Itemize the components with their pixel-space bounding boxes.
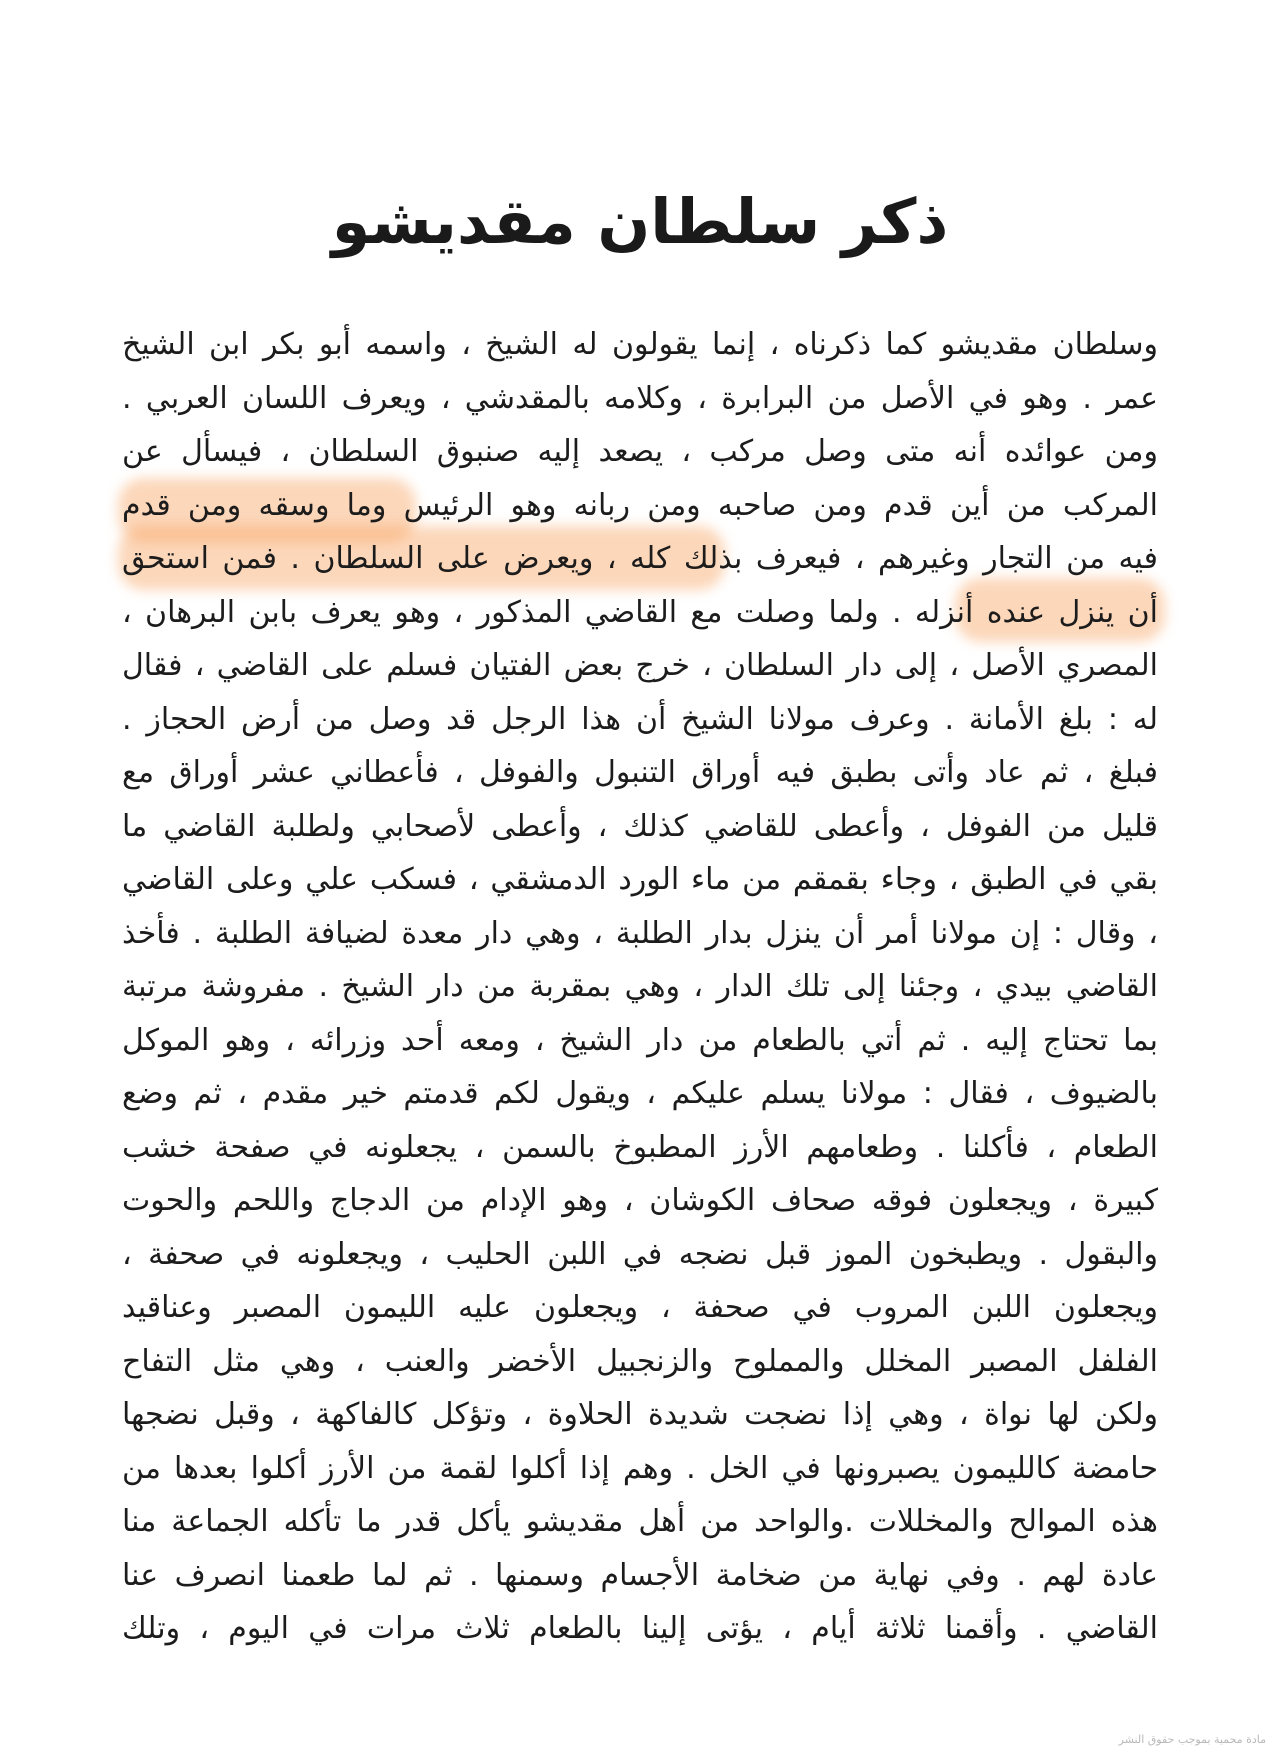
text-line: المصري الأصل ، إلى دار السلطان ، خرج بعض الفتيان فسلم على القاضي ، فقال (122, 648, 1158, 683)
text-line: القاضي بيدي ، وجئنا إلى تلك الدار ، وهي بمقربة من دار الشيخ . مفروشة مرتبة (122, 969, 1158, 1004)
text-line: ويجعلون اللبن المروب في صحفة ، ويجعلون عليه الليمون المصبر وعناقيد (122, 1290, 1158, 1325)
text-line: بقي في الطبق ، وجاء بقمقم من ماء الورد الدمشقي ، فسكب علي وعلى القاضي (122, 862, 1158, 897)
text-line: فبلغ ، ثم عاد وأتى بطبق فيه أوراق التنبول والفوفل ، فأعطاني عشر أوراق مع (122, 755, 1158, 790)
body-paragraph (122, 318, 1158, 1656)
text-line: له : بلغ الأمانة . وعرف مولانا الشيخ أن هذا الرجل قد وصل من أرض الحجاز . (122, 701, 1158, 737)
text-line: هذه الموالح والمخللات .والواحد من أهل مقديشو يأكل قدر ما تأكله الجماعة منا (122, 1504, 1158, 1539)
copyright-watermark: مادة محمية بموجب حقوق النشر (1118, 1733, 1266, 1746)
text-line: الطعام ، فأكلنا . وطعامهم الأرز المطبوخ بالسمن ، يجعلونه في صفحة خشب (122, 1129, 1158, 1165)
text-line: ، وقال : إن مولانا أمر أن ينزل بدار الطلبة ، وهي دار معدة لضيافة الطلبة . فأخذ (122, 915, 1158, 951)
text-line: ومن عوائده أنه متى وصل مركب ، يصعد إليه صنبوق السلطان ، فيسأل عن (122, 434, 1158, 469)
page-title: ذكر سلطان مقديشو (331, 185, 949, 258)
text-line: عادة لهم . وفي نهاية من ضخامة الأجسام وسمنها . ثم لما طعمنا انصرف عنا (122, 1557, 1158, 1593)
text-line: الفلفل المصبر المخلل والمملوح والزنجبيل الأخضر والعنب ، وهي مثل التفاح (122, 1343, 1158, 1379)
text-line: المركب من أين قدم ومن صاحبه ومن ربانه وهو الرئيس وما وسقه ومن قدم (122, 487, 1158, 523)
text-line: كبيرة ، ويجعلون فوقه صحاف الكوشان ، وهو الإدام من الدجاج واللحم والحوت (122, 1183, 1158, 1218)
text-line: فيه من التجار وغيرهم ، فيعرف بذلك كله ، ويعرض على السلطان . فمن استحق (122, 541, 1158, 576)
text-line: القاضي . وأقمنا ثلاثة أيام ، يؤتى إلينا بالطعام ثلاث مرات في اليوم ، وتلك (122, 1611, 1158, 1646)
text-line: بما تحتاج إليه . ثم أتي بالطعام من دار الشيخ ، ومعه أحد وزرائه ، وهو الموكل (122, 1022, 1158, 1058)
text-line: ولكن لها نواة ، وهي إذا نضجت شديدة الحلاوة ، وتؤكل كالفاكهة ، وقبل نضجها (122, 1397, 1158, 1432)
text-line: أن ينزل عنده أنزله . ولما وصلت مع القاضي المذكور ، وهو يعرف بابن البرهان ، (122, 594, 1158, 630)
text-line: عمر . وهو في الأصل من البرابرة ، وكلامه بالمقدشي ، ويعرف اللسان العربي . (122, 380, 1158, 416)
text-line: وسلطان مقديشو كما ذكرناه ، إنما يقولون له الشيخ ، واسمه أبو بكر ابن الشيخ (122, 327, 1158, 362)
text-line: حامضة كالليمون يصبرونها في الخل . وهم إذا أكلوا لقمة من الأرز أكلوا بعدها من (122, 1450, 1158, 1486)
text-line: قليل من الفوفل ، وأعطى للقاضي كذلك ، وأعطى لأصحابي ولطلبة القاضي ما (122, 808, 1158, 844)
text-line: بالضيوف ، فقال : مولانا يسلم عليكم ، ويقول لكم قدمتم خير مقدم ، ثم وضع (122, 1076, 1158, 1111)
text-line: والبقول . ويطبخون الموز قبل نضجه في اللبن الحليب ، ويجعلونه في صحفة ، (122, 1236, 1158, 1272)
